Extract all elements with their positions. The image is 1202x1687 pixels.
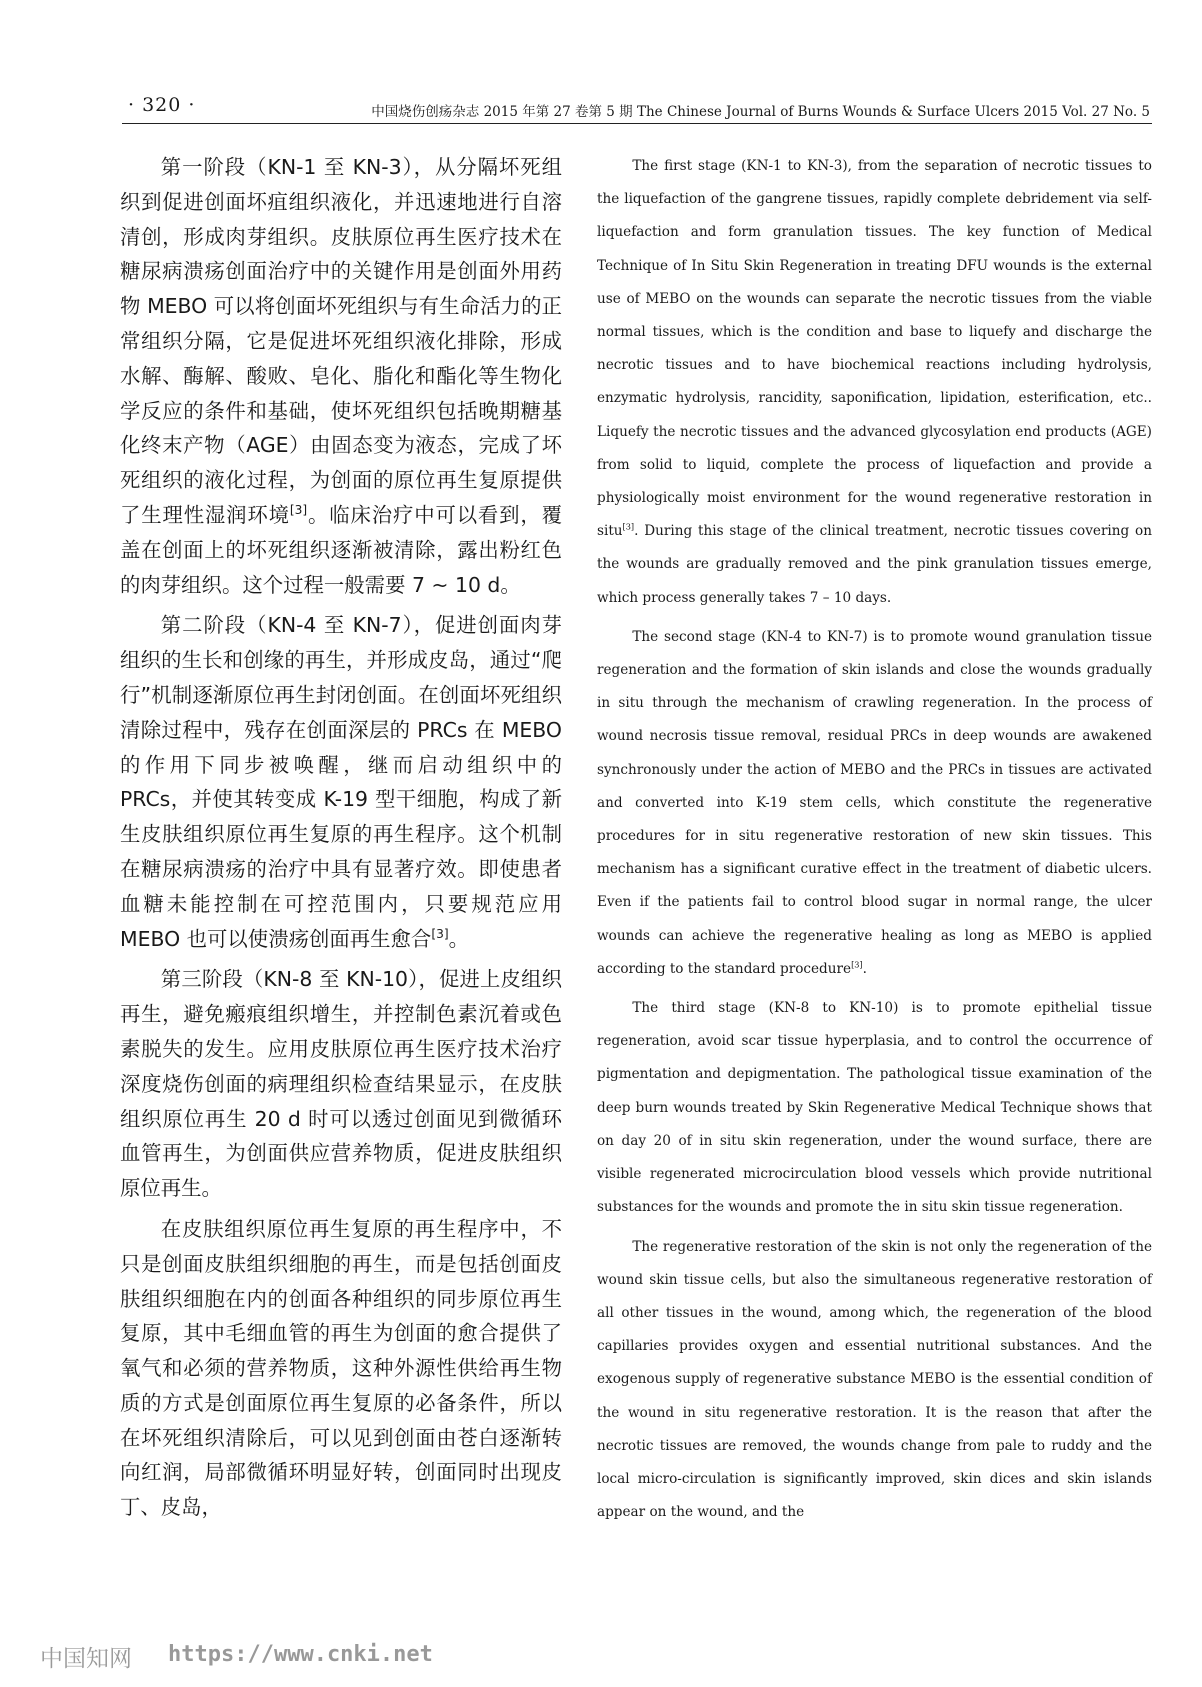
en-paragraph-1 <box>597 150 1152 615</box>
cn-paragraph-1 <box>120 150 562 602</box>
cn-paragraph-4: 在皮肤组织原位再生复原的再生程序中，不只是创面皮肤组织细胞的再生，而是包括创面皮肤组织细胞在内的创面各种组织的同步原位再生复原，其中毛细血管的再生为创面的愈合提供了氧气和必须的营养物质，这种外源性供给再生物质的方式是创面原位再生复原的必备条件，所以在坏死组织清除后，可以见到创面由苍白逐渐转向红润，局部微循环明显好转，创面同时出现皮丁、皮岛， <box>120 1216 562 1520</box>
en-p2-citation[interactable]: [3] <box>851 959 863 970</box>
en-paragraph-2 <box>597 621 1152 986</box>
en-paragraph-3: The third stage (KN-8 to KN-10) is to promote epithelial tissue regeneration, avoid scar tissue hyperplasia, and to control the occurrence of pigmentation and depigmentation. The pathological tissue examination of the deep burn wounds treated by Skin Regenerative Medical Technique shows that on day 20 of in situ skin regeneration, under the wound surface, there are visible regenerated microcirculation blood vessels which provide nutritional substances for the wounds and promote the in situ skin tissue regeneration. <box>597 1000 1152 1216</box>
cn-p1-text: 第一阶段（KN-1 至 KN-3），从分隔坏死组织到促进创面坏疽组织液化，并迅速地进行自溶清创，形成肉芽组织。皮肤原位再生医疗技术在糖尿病溃疡创面治疗中的关键作用是创面外用药物 MEBO 可以将创面坏死组织与有生命活力的正常组织分隔，它是促进坏死组织液化排除，形成水解、酶解、酸败、皂化、脂化和酯化等生物化学反应的条件和基础，使坏死组织包括晚期糖基化终末产物（AGE）由固态变为液态，完成了坏死组织的液化过程，为创面的原位再生复原提供了生理性湿润环境 <box>120 155 562 527</box>
en-p1-citation[interactable]: [3] <box>622 521 635 532</box>
en-p1-text: The first stage (KN-1 to KN-3), from the separation of necrotic tissues to the liquefaction of the gangrene tissues, rapidly complete debridement via self-liquefaction and form granulation tissues. The key function of Medical Technique of In Situ Skin Regeneration in treating DFU wounds is the external use of MEBO on the wounds can separate the necrotic tissues from the viable normal tissues, which is the condition and base to liquefy and discharge the necrotic tissues and to have biochemical reactions including hydrolysis, enzymatic hydrolysis, rancidity, saponification, lipidation, esterification, etc.. Liquefy the necrotic tissues and the advanced glycosylation end products (AGE) from solid to liquid, complete the process of liquefaction and provide a physiologically moist environment for the wound regenerative restoration in situ <box>597 158 1152 540</box>
cn-p2-text: 第二阶段（KN-4 至 KN-7），促进创面肉芽组织的生长和创缘的再生，并形成皮岛，通过“爬行”机制逐渐原位再生封闭创面。在创面坏死组织清除过程中，残存在创面深层的 PRCs 在 MEBO 的作用下同步被唤醒，继而启动组织中的 PRCs，并使其转变成 K-19 型干细胞，构成了新生皮肤组织原位再生复原的再生程序。这个机制在糖尿病溃疡的治疗中具有显著疗效。即使患者血糖未能控制在可控范围内，只要规范应用 MEBO 也可以使溃疡创面再生愈合 <box>120 613 562 951</box>
chinese-column <box>120 150 562 1525</box>
en-p1-tail: . During this stage of the clinical treatment, necrotic tissues covering on the wounds are gradually removed and the pink granulation tissues emerge, which process generally takes 7 – 10 days. <box>597 523 1152 606</box>
cn-paragraph-3: 第三阶段（KN-8 至 KN-10），促进上皮组织再生，避免瘢痕组织增生，并控制色素沉着或色素脱失的发生。应用皮肤原位再生医疗技术治疗深度烧伤创面的病理组织检查结果显示，在皮肤组织原位再生 20 d 时可以透过创面见到微循环血管再生，为创面供应营养物质，促进皮肤组织原位再生。 <box>120 967 562 1201</box>
cn-p2-tail: 。 <box>448 926 470 951</box>
running-head: 中国烧伤创疡杂志 2015 年第 27 卷第 5 期 The Chinese Journal of Burns Wounds & Surface Ulcers 2015 Vol. 27 No. 5 <box>371 104 1150 120</box>
english-column <box>597 150 1152 1529</box>
en-p2-text: The second stage (KN-4 to KN-7) is to promote wound granulation tissue regeneration and the formation of skin islands and close the wounds gradually in situ through the mechanism of crawling regeneration. In the process of wound necrosis tissue removal, residual PRCs in deep wounds are awakened synchronously under the action of MEBO and the PRCs in tissues are activated and converted into K-19 stem cells, which constitute the regenerative procedures for in situ regenerative restoration of new skin tissues. This mechanism has a significant curative effect in the treatment of diabetic ulcers. Even if the patients fail to control blood sugar in normal range, the ulcer wounds can achieve the regenerative healing as long as MEBO is applied according to the standard procedure <box>597 628 1152 977</box>
header-rule <box>122 123 1152 124</box>
en-paragraph-4: The regenerative restoration of the skin is not only the regeneration of the wound skin tissue cells, but also the simultaneous regenerative restoration of all other tissues in the wound, among which, the regeneration of the blood capillaries provides oxygen and essential nutritional substances. And the exogenous supply of regenerative substance MEBO is the essential condition of the wound in situ regenerative restoration. It is the reason that after the necrotic tissues are removed, the wounds change from pale to ruddy and the local micro-circulation is significantly improved, skin dices and skin islands appear on the wound, and the <box>597 1238 1152 1521</box>
page-number: · 320 · <box>128 94 196 116</box>
cn-p1-citation[interactable]: [3] <box>289 503 308 518</box>
cnki-logo: 中国知网 <box>40 1646 132 1672</box>
cn-paragraph-2 <box>120 608 562 956</box>
cnki-url[interactable]: https://www.cnki.net <box>168 1642 433 1667</box>
cn-p1-tail: 。临床治疗中可以看到，覆盖在创面上的坏死组织逐渐被清除，露出粉红色的肉芽组织。这个过程一般需要 7 ~ 10 d。 <box>120 502 563 597</box>
cn-p2-citation[interactable]: [3] <box>431 926 449 941</box>
en-p2-tail: . <box>862 960 867 977</box>
